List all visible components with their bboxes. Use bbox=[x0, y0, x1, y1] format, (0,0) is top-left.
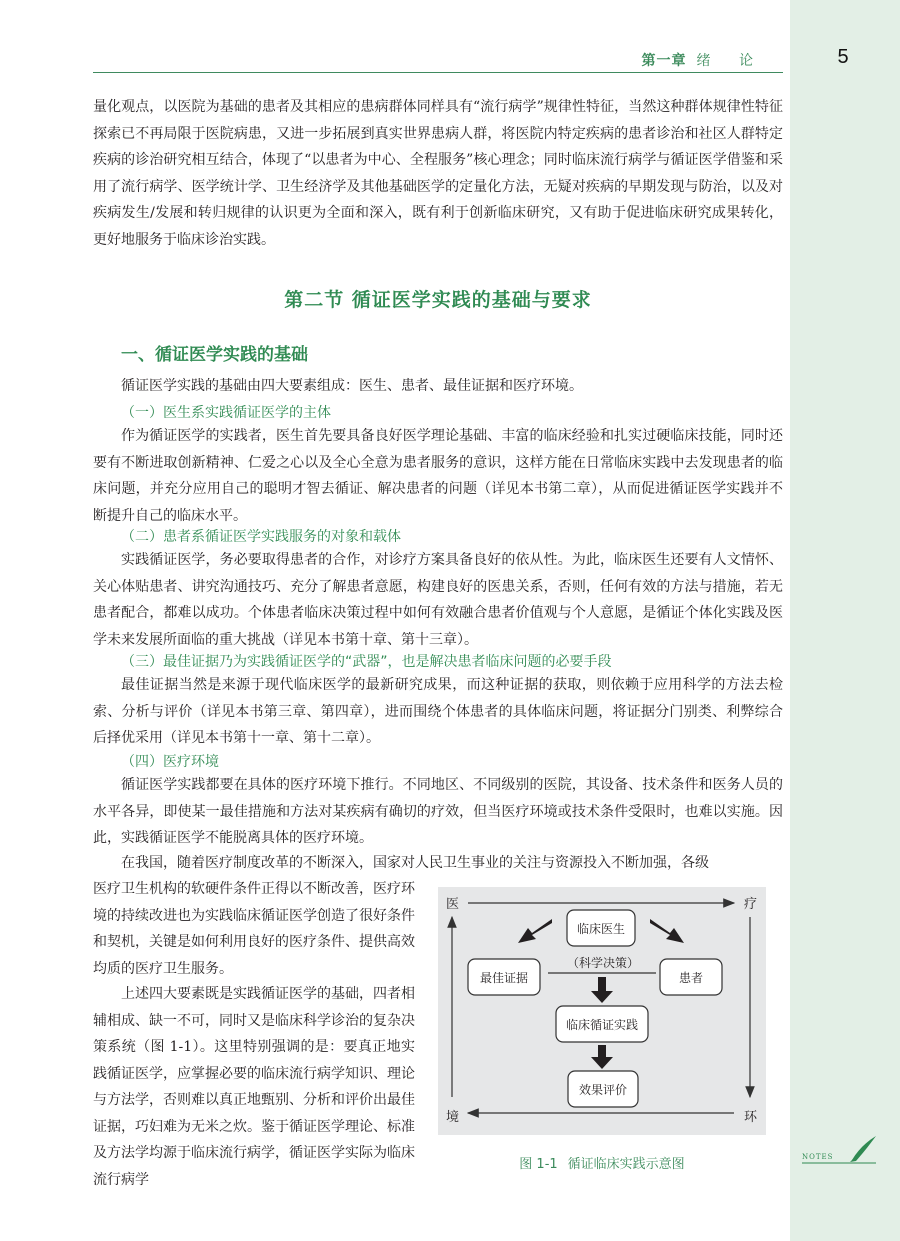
heading-evidence: （三）最佳证据乃为实践循证医学的“武器”，也是解决患者临床问题的必要手段 bbox=[121, 654, 612, 670]
header-title: 绪 论 bbox=[696, 53, 765, 69]
header-chapter: 第一章 bbox=[641, 53, 687, 69]
notes-label bbox=[800, 1132, 880, 1172]
corner-bottom-left: 境 bbox=[446, 1110, 460, 1125]
node-evaluation: 效果评价 bbox=[578, 1083, 628, 1097]
paragraph-china-line: 在我国，随着医疗制度改革的不断深入，国家对人民卫生事业的关注与资源投入不断加强，各级 bbox=[121, 855, 709, 871]
paragraph-intro-continued: 量化观点，以医院为基础的患者及其相应的患病群体同样具有“流行病学”规律性特征，当然这种群体规律性特征探索已不再局限于医院病患，又进一步拓展到真实世界患病人群，将医院内特定疾病的患者诊治和社区人群特定疾病的诊治研究相互结合，体现了“以患者为中心、全程服务”核心理念；同时临床流行病学与循证医学借鉴和采用了流行病学、医学统计学、卫生经济学及其他基础医学的定量化方法，无疑对疾病的早期发现与防治，以及对疾病发生/发展和转归规律的认识更为全面和深入，既有利于创新临床研究，又有助于促进临床研究成果转化，更好地服务于临床诊治实践。 bbox=[93, 99, 783, 248]
arrow-patient-to-doctor bbox=[650, 919, 684, 943]
figure-1-1 bbox=[438, 887, 766, 1135]
figure-caption-number: 图 1-1 bbox=[519, 1157, 558, 1172]
figure-caption-text: 循证临床实践示意图 bbox=[567, 1157, 685, 1172]
paragraph-environment: 循证医学实践都要在具体的医疗环境下推行。不同地区、不同级别的医院，其设备、技术条件和医务人员的水平各异，即使某一最佳措施和方法对某疾病有确切的疗效，但当医疗环境或技术条件受限时，也难以实施。因此，实践循证医学不能脱离具体的医疗环境。 bbox=[93, 777, 783, 846]
arrow-doctor-to-evidence bbox=[518, 919, 552, 943]
paragraph-elements-intro: 循证医学实践的基础由四大要素组成：医生、患者、最佳证据和医疗环境。 bbox=[121, 378, 583, 394]
figure-diagram bbox=[438, 887, 766, 1135]
heading-environment: （四）医疗环境 bbox=[121, 754, 219, 770]
arrow-practice-to-evaluation bbox=[591, 1045, 613, 1069]
node-practice: 临床循证实践 bbox=[565, 1018, 639, 1032]
node-patient: 患者 bbox=[678, 971, 704, 985]
header-text bbox=[642, 50, 765, 70]
paragraph-doctor: 作为循证医学的实践者，医生首先要具备良好医学理论基础、丰富的临床经验和扎实过硬临床技能，同时还要有不断进取创新精神、仁爱之心以及全心全意为患者服务的意识，这样方能在日常临床实践中去发现患者的临床问题，并充分应用自己的聪明才智去循证、解决患者的问题（详见本书第二章），从而促进循证医学实践并不断提升自己的临床水平。 bbox=[93, 428, 783, 524]
running-header bbox=[93, 48, 783, 73]
paragraph-patient: 实践循证医学，务必要取得患者的合作，对诊疗方案具备良好的依从性。为此，临床医生还要有人文情怀、关心体贴患者、讲究沟通技巧、充分了解患者意愿，构建良好的医患关系，否则，任何有效的方法与措施，若无患者配合，都难以成功。个体患者临床决策过程中如何有效融合患者价值观与个人意愿，是循证个体化实践及医学未来发展所面临的重大挑战（详见本书第十章、第十三章）。 bbox=[93, 552, 783, 648]
section-title: 第二节 循证医学实践的基础与要求 bbox=[284, 289, 592, 311]
corner-top-left: 医 bbox=[446, 897, 460, 912]
arrow-decision-to-practice bbox=[591, 977, 613, 1003]
paragraph-evidence: 最佳证据当然是来源于现代临床医学的最新研究成果，而这种证据的获取，则依赖于应用科学的方法去检索、分析与评价（详见本书第三章、第四章），进而围绕个体患者的具体临床问题，将证据分门别类、利弊综合后择优采用（详见本书第十一章、第十二章）。 bbox=[93, 677, 783, 746]
page-sidebar bbox=[790, 0, 900, 1241]
page-number: 5 bbox=[837, 46, 849, 68]
paragraph-china-rest: 医疗卫生机构的软硬件条件正得以不断改善，医疗环境的持续改进也为实践临床循证医学创造了很好条件和契机，关键是如何利用良好的医疗条件、提供高效均质的医疗卫生服务。 bbox=[93, 881, 415, 977]
heading-level1: 一、循证医学实践的基础 bbox=[121, 345, 308, 365]
corner-bottom-right: 环 bbox=[744, 1110, 758, 1125]
node-doctor: 临床医生 bbox=[576, 922, 626, 936]
corner-top-right: 疗 bbox=[744, 897, 758, 912]
heading-patient: （二）患者系循证医学实践服务的对象和载体 bbox=[121, 529, 401, 545]
paragraph-four-elements: 上述四大要素既是实践循证医学的基础，四者相辅相成、缺一不可，同时又是临床科学诊治的复杂决策系统（图 1-1）。这里特别强调的是：要真正地实践循证医学，应掌握必要的临床流行病学知识、理论与方法学，否则难以真正地甄别、分析和评价出最佳证据，巧妇难为无米之炊。鉴于循证医学理论、标准及方法学均源于临床流行病学，循证医学实际为临床流行病学 bbox=[93, 986, 415, 1188]
notes-text: NOTES bbox=[802, 1153, 834, 1161]
figure-caption bbox=[438, 1153, 766, 1172]
node-decision: （科学决策） bbox=[566, 956, 640, 970]
notes-pen-icon bbox=[800, 1132, 880, 1172]
heading-doctor: （一）医生系实践循证医学的主体 bbox=[121, 405, 331, 421]
node-evidence: 最佳证据 bbox=[479, 971, 529, 985]
